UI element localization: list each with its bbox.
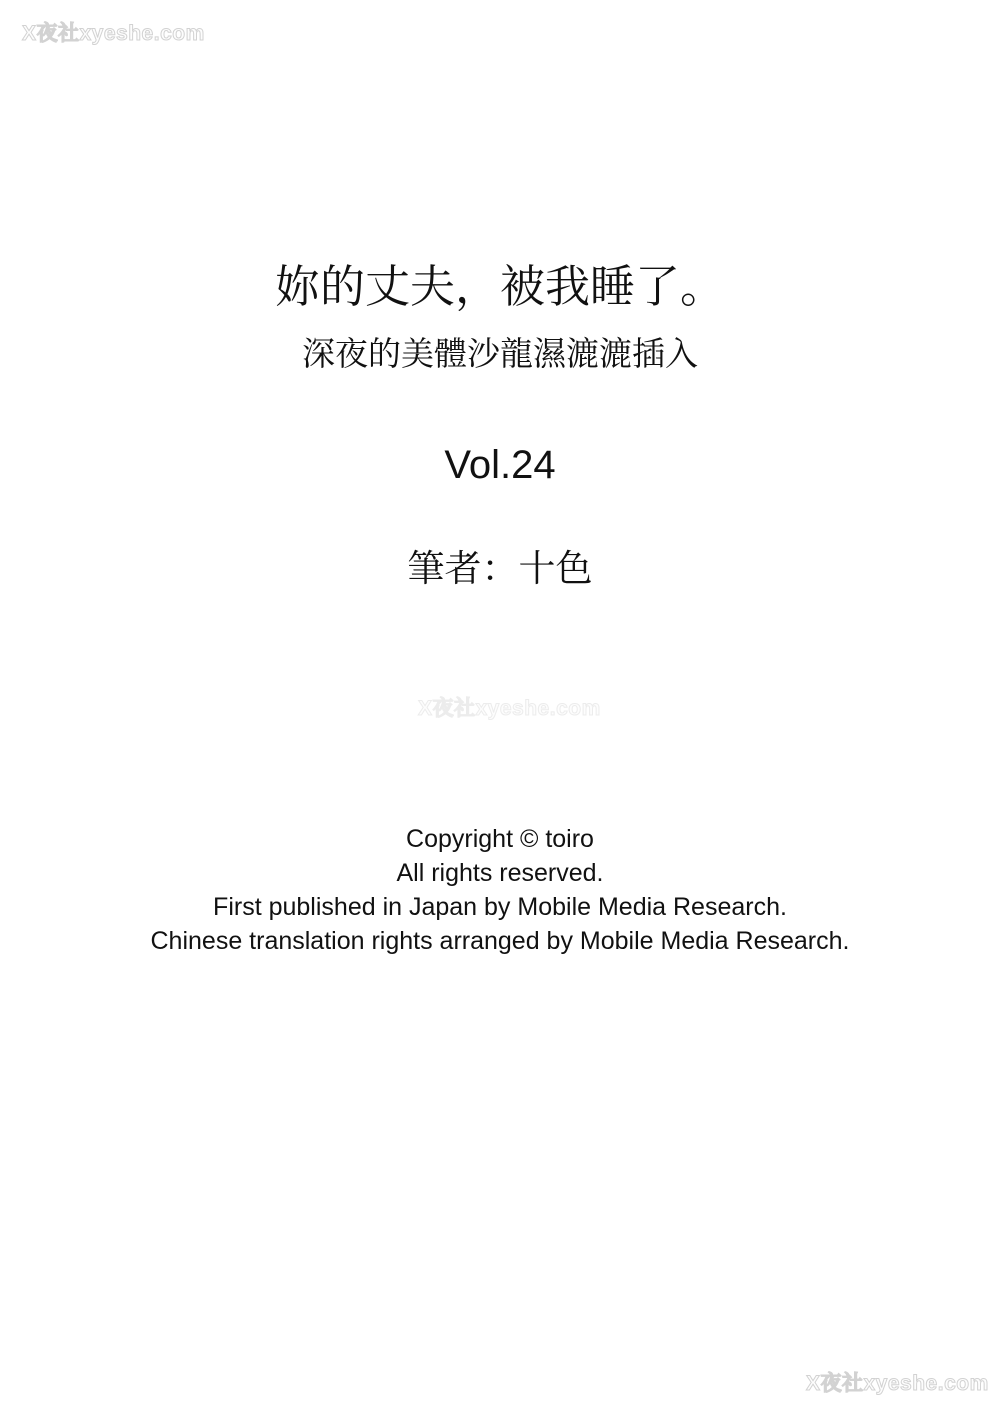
copyright-line-publisher: First published in Japan by Mobile Media Research. [213, 893, 787, 921]
series-title: 妳的丈夫，被我睡了。 [274, 261, 725, 312]
copyright-line-translation: Chinese translation rights arranged by Mobile Media Research. [150, 927, 850, 955]
watermark-bottom-right: X夜社xyeshe.com [806, 1372, 989, 1395]
series-subtitle: 深夜的美體沙龍濕漉漉插入 [302, 335, 698, 372]
copyright-line-rights: All rights reserved. [396, 859, 604, 887]
author-credit: 筆者：十色 [407, 548, 593, 589]
volume-number: Vol.24 [444, 443, 556, 487]
copyright-block [0, 822, 1000, 958]
copyright-line-holder: Copyright © toiro [406, 825, 594, 853]
watermark-middle: X夜社xyeshe.com [418, 697, 601, 720]
watermark-top-left: X夜社xyeshe.com [22, 22, 205, 45]
